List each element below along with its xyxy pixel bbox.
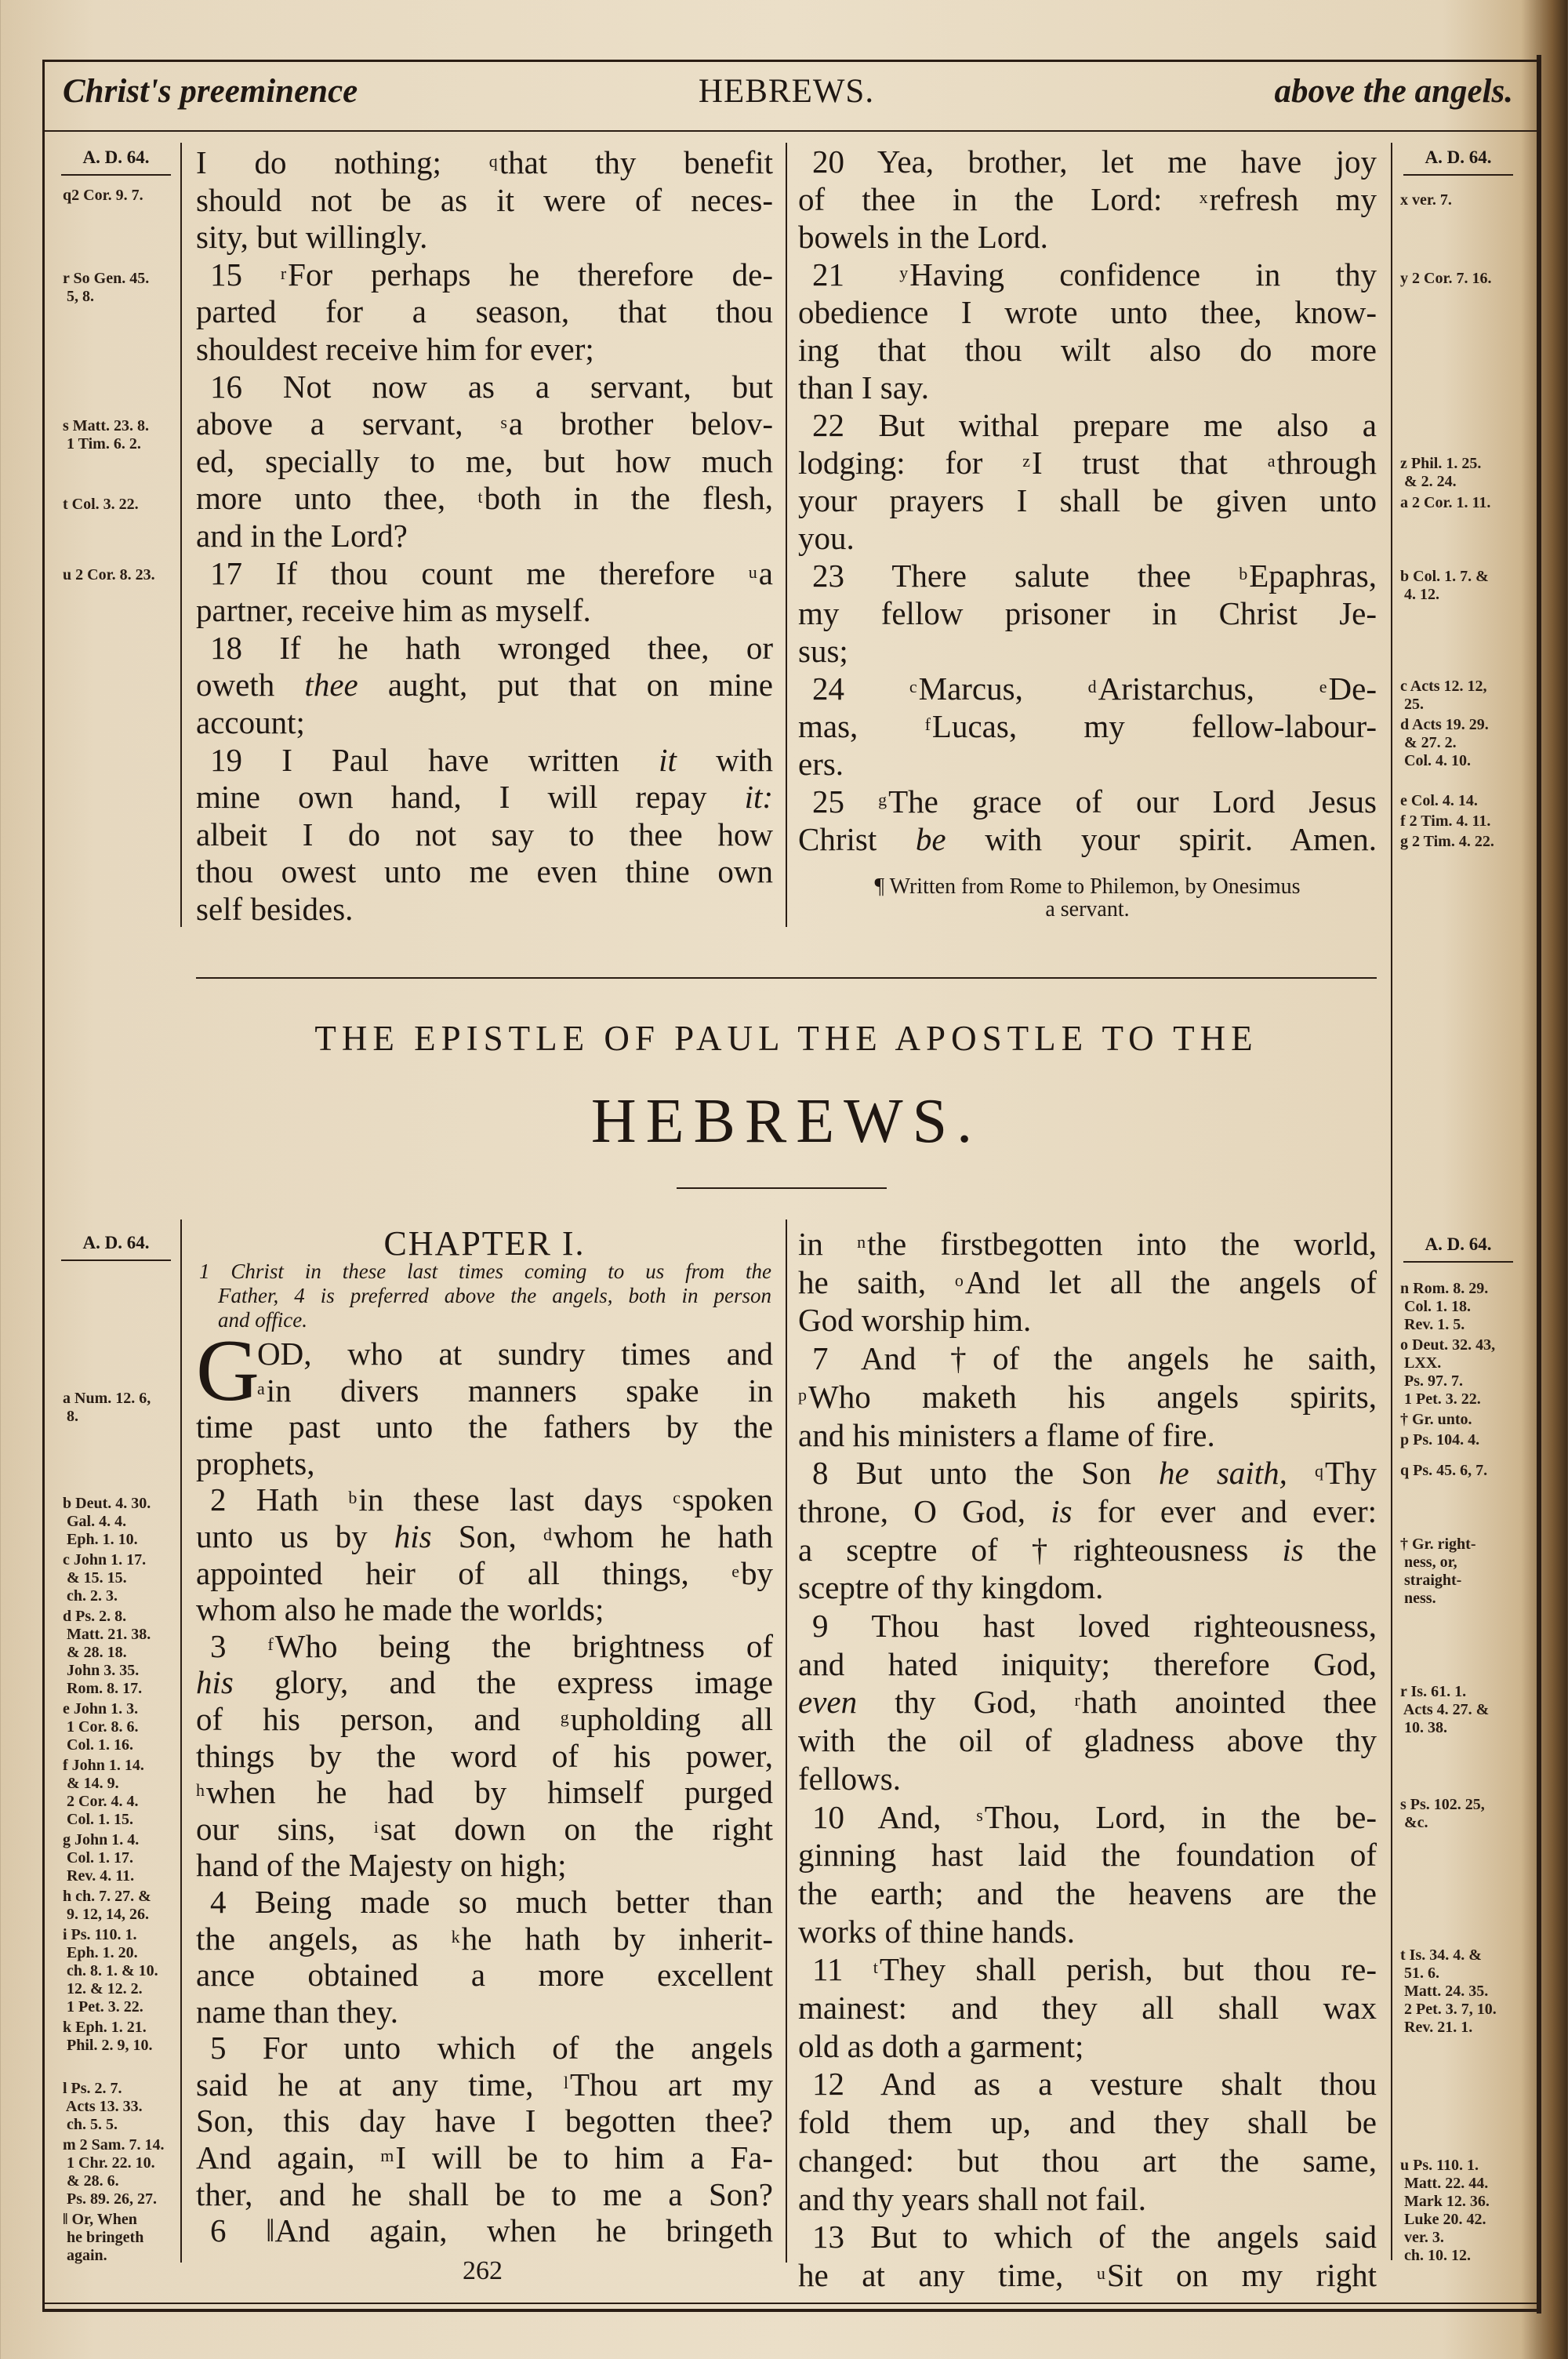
text-line: And again, $^m$I will be to him a Fa- (196, 2139, 773, 2176)
reference-marker: e (731, 1561, 739, 1581)
text-line: in $^n$the firstbegotten into the world, (798, 1226, 1377, 1262)
marginal-reference: o Deut. 32. 43, LXX. Ps. 97. 7. 1 Pet. 3. 22. (1400, 1336, 1496, 1408)
marginal-reference: z Phil. 1. 25. & 2. 24. (1400, 455, 1482, 490)
text-line: even thy God, $^r$hath anointed thee (798, 1684, 1377, 1721)
reference-marker: c (909, 677, 917, 696)
text-line: 12 And as a vesture shalt thou (812, 2066, 1377, 2103)
reference-marker: i (373, 1816, 379, 1837)
marginal-reference: † Gr. unto. (1400, 1411, 1472, 1428)
text-line: more unto thee, $^t$both in the flesh, (196, 480, 773, 517)
chapter-column-right (798, 1225, 1377, 2295)
marginal-reference: d Ps. 2. 8. Matt. 21. 38. & 28. 18. John 3. 35. Rom. 8. 17. (63, 1608, 151, 1697)
text-line: account; (196, 703, 305, 740)
marginal-reference: x ver. 7. (1400, 191, 1452, 209)
marginal-reference: k Eph. 1. 21. Phil. 2. 9, 10. (63, 2019, 153, 2054)
text-line: said he at any time, $^l$Thou art my (196, 2066, 773, 2103)
marginal-reference: ‖ Or, When he bringeth again. (63, 2211, 144, 2264)
text-line: 18 If he hath wronged thee, or (210, 629, 773, 666)
text-line: thou owest unto me even thine own (196, 853, 773, 890)
marginal-reference: n Rom. 8. 29. Col. 1. 18. Rev. 1. 5. (1400, 1280, 1489, 1333)
text-line: fold them up, and they shall be (798, 2104, 1377, 2141)
text-line: of thee in the Lord: $^x$refresh my (798, 181, 1377, 217)
text-line: my fellow prisoner in Christ Je- (798, 595, 1377, 631)
drop-cap: G (196, 1322, 260, 1419)
text-line: the earth; and the heavens are the (798, 1874, 1377, 1911)
text-line: old as doth a garment; (798, 2027, 1084, 2064)
reference-marker: n (857, 1232, 866, 1252)
text-line: sity, but willingly. (196, 219, 428, 256)
date-label: A. D. 64. (61, 1233, 171, 1261)
marginal-reference: † Gr. right- ness, or, straight- ness. (1400, 1536, 1476, 1607)
chapter-summary (199, 1259, 771, 1332)
summary-line: 1 Christ in these last times coming to us from the (199, 1259, 771, 1283)
marginal-reference: s Matt. 23. 8. 1 Tim. 6. 2. (63, 417, 149, 453)
text-line: ed, specially to me, but how much (196, 442, 773, 479)
reference-marker: a (1267, 451, 1276, 471)
reference-marker: e (1319, 677, 1327, 696)
text-line: 6 ‖And again, when he bringeth (210, 2212, 773, 2249)
text-line: he at any time, $^u$Sit on my right (798, 2256, 1377, 2293)
text-line: 13 But to which of the angels said (812, 2219, 1377, 2255)
italic-word: is (1282, 1531, 1304, 1568)
text-line: God worship him. (798, 1302, 1032, 1339)
text-line: bowels in the Lord. (798, 219, 1048, 255)
marginal-reference: p Ps. 104. 4. (1400, 1431, 1480, 1448)
text-line: ing that thou wilt also do more (798, 332, 1377, 368)
text-line: fellows. (798, 1760, 901, 1797)
page-border-left (42, 60, 45, 2310)
text-line: self besides. (196, 890, 354, 927)
text-line: $^h$when he had by himself purged (196, 1774, 773, 1811)
marginal-reference: r So Gen. 45. 5, 8. (63, 270, 150, 305)
text-line: and hated iniquity; therefore God, (798, 1645, 1377, 1682)
text-line: lodging: for $^z$I trust that $^a$through (798, 445, 1377, 481)
italic-word: thee (304, 667, 358, 703)
running-head-left: Christ's preeminence (63, 73, 358, 110)
text-line: 17 If thou count me therefore $^u$a (210, 554, 773, 591)
reference-marker: g (878, 790, 887, 809)
marginal-reference: c Acts 12. 12, 25. (1400, 678, 1487, 713)
reference-marker: d (1087, 677, 1097, 696)
text-line: 25 $^g$The grace of our Lord Jesus (812, 783, 1377, 820)
marginal-reference: g 2 Tim. 4. 22. (1400, 833, 1494, 850)
text-line: 15 $^r$For perhaps he therefore de- (210, 256, 773, 293)
reference-marker: s (976, 1805, 983, 1825)
running-head-right: above the angels. (1274, 73, 1513, 110)
text-line: 10 And, $^s$Thou, Lord, in the be- (812, 1798, 1377, 1835)
reference-marker: x (1199, 187, 1208, 207)
marginal-reference: m 2 Sam. 7. 14. 1 Chr. 22. 10. & 28. 6. Ps. 89. 26, 27. (63, 2136, 165, 2208)
marginal-reference: t Col. 3. 22. (63, 496, 139, 513)
text-line: above a servant, $^s$a brother belov- (196, 405, 773, 442)
text-line: his glory, and the express image (196, 1664, 773, 1701)
reference-marker: u (1096, 2263, 1105, 2283)
text-line: prophets, (196, 1445, 315, 1481)
marginal-reference: h ch. 7. 27. & 9. 12, 14, 26. (63, 1888, 151, 1923)
subscription-line: a servant. (1045, 897, 1130, 921)
text-line: unto us by his Son, $^d$whom he hath (196, 1518, 773, 1554)
text-line: oweth thee aught, put that on mine (196, 667, 773, 703)
text-line: $^p$Who maketh his angels spirits, (798, 1378, 1377, 1415)
marginal-reference: q Ps. 45. 6, 7. (1400, 1462, 1488, 1479)
marginal-reference: b Col. 1. 7. & 4. 12. (1400, 568, 1489, 603)
date-label: A. D. 64. (1403, 147, 1513, 176)
text-line: ance obtained a more excellent (196, 1957, 773, 1994)
marginal-reference: l Ps. 2. 7. Acts 13. 33. ch. 5. 5. (63, 2080, 143, 2133)
text-line: albeit I do not say to thee how (196, 816, 773, 852)
text-line: mainest: and they all shall wax (798, 1990, 1377, 2026)
reference-marker: a (257, 1378, 265, 1398)
reference-marker: t (873, 1957, 878, 1978)
reference-marker: o (954, 1270, 964, 1290)
text-line: 9 Thou hast loved righteousness, (812, 1608, 1377, 1645)
marginal-reference: d Acts 19. 29. & 27. 2. Col. 4. 10. (1400, 716, 1489, 769)
reference-marker: d (543, 1524, 552, 1544)
marginal-reference: r Is. 61. 1. Acts 4. 27. & 10. 38. (1400, 1683, 1490, 1736)
page-number: 262 (463, 2256, 503, 2285)
text-line: parted for a season, that thou (196, 293, 773, 330)
page-border-right (1537, 55, 1541, 2314)
italic-word: his (196, 1664, 234, 1701)
marginal-reference: q2 Cor. 9. 7. (63, 187, 143, 204)
running-head-center: HEBREWS. (698, 73, 875, 110)
text-line: Son, this day have I begotten thee? (196, 2103, 773, 2139)
text-line: you. (798, 520, 855, 556)
reference-marker: q (488, 151, 498, 171)
text-line: 7 And †of the angels he saith, (812, 1340, 1377, 1377)
date-label: A. D. 64. (1403, 1234, 1513, 1263)
reference-marker: b (348, 1488, 358, 1508)
text-line: whom also he made the worlds; (196, 1591, 604, 1628)
philemon-column-right (798, 143, 1377, 858)
text-line: our sins, $^i$sat down on the right (196, 1810, 773, 1847)
chapter-heading: CHAPTER I. (383, 1224, 586, 1263)
marginal-reference: b Deut. 4. 30. Gal. 4. 4. Eph. 1. 10. (63, 1495, 151, 1548)
marginal-reference: i Ps. 110. 1. Eph. 1. 20. ch. 8. 1. & 10. 12. & 12. 2. 1 Pet. 3. 22. (63, 1926, 158, 2016)
column-rule-2 (786, 1219, 787, 2263)
reference-marker: r (1074, 1690, 1080, 1710)
subscription (798, 875, 1377, 921)
text-line: Christ be with your spirit. Amen. (798, 821, 1377, 857)
reference-marker: m (380, 2146, 394, 2166)
section-divider (196, 977, 1377, 979)
text-line: 21 $^y$Having confidence in thy (812, 256, 1377, 293)
text-line: and thy years shall not fail. (798, 2180, 1147, 2217)
bottom-rule-thick (42, 2309, 1541, 2312)
text-line: 19 I Paul have written it with (210, 741, 773, 778)
reference-marker: f (267, 1634, 274, 1654)
text-line: sus; (798, 633, 848, 669)
text-line: things by the word of his power, (196, 1737, 773, 1774)
text-line: partner, receive him as myself. (196, 592, 591, 629)
text-line: mas, $^f$Lucas, my fellow-labour- (798, 708, 1377, 744)
marginal-reference: f John 1. 14. & 14. 9. 2 Cor. 4. 4. Col. 1. 15. (63, 1757, 144, 1828)
text-line: I do nothing; $^q$that thy benefit (196, 144, 773, 180)
marginal-reference: y 2 Cor. 7. 16. (1400, 270, 1492, 287)
italic-word: be (915, 821, 946, 857)
text-line: than I say. (798, 369, 929, 405)
reference-marker: t (477, 487, 483, 507)
text-line: a sceptre of †righteousness is the (798, 1531, 1377, 1568)
reference-marker: z (1022, 451, 1031, 471)
italic-word: it: (744, 779, 773, 816)
italic-word: is (1051, 1492, 1073, 1529)
text-line: name than they. (196, 1993, 399, 2030)
marginal-reference: u 2 Cor. 8. 23. (63, 566, 155, 583)
text-line: time past unto the fathers by the (196, 1408, 773, 1445)
text-line: should not be as it were of neces- (196, 181, 773, 218)
text-line: 4 Being made so much better than (210, 1883, 773, 1920)
subscription-line: ¶ Written from Rome to Philemon, by Onesimus (874, 874, 1301, 899)
text-line: ther, and he shall be to me a Son? (196, 2175, 773, 2212)
text-line: changed: but thou art the same, (798, 2142, 1377, 2179)
text-line: 8 But unto the Son he saith, $^q$Thy (812, 1455, 1377, 1492)
italic-word: it (659, 741, 677, 778)
header-rule (42, 130, 1541, 132)
chapter-column-left (196, 1322, 773, 2249)
text-line: 2 Hath $^b$in these last days $^c$spoken (210, 1481, 773, 1518)
marginal-reference: a Num. 12. 6, 8. (63, 1390, 151, 1425)
text-line: with the oil of gladness above thy (798, 1722, 1377, 1759)
text-line: 20 Yea, brother, let me have joy (812, 144, 1377, 180)
text-line: 22 But withal prepare me also a (812, 407, 1377, 443)
reference-marker: f (924, 714, 931, 734)
summary-line: Father, 4 is preferred above the angels, both in person (218, 1284, 771, 1307)
right-margin-rule (1391, 143, 1392, 2260)
reference-marker: l (563, 2072, 568, 2092)
marginal-reference: s Ps. 102. 25, &c. (1400, 1796, 1485, 1831)
text-line: sceptre of thy kingdom. (798, 1569, 1104, 1606)
italic-word: he saith, (1159, 1455, 1287, 1492)
marginal-reference: c John 1. 17. & 15. 15. ch. 2. 3. (63, 1551, 147, 1605)
marginal-reference: g John 1. 4. Col. 1. 17. Rev. 4. 11. (63, 1831, 140, 1885)
reference-marker: h (196, 1780, 205, 1801)
reference-marker: q (1314, 1461, 1323, 1481)
reference-marker: y (899, 263, 909, 282)
text-line: 5 For unto which of the angels (210, 2030, 773, 2066)
text-line: 11 $^t$They shall perish, but thou re- (812, 1951, 1377, 1988)
text-line: $^a$in divers manners spake in (257, 1372, 773, 1408)
text-line: the angels, as $^k$he hath by inherit- (196, 1920, 773, 1957)
epistle-title: THE EPISTLE OF PAUL THE APOSTLE TO THE (314, 1019, 1258, 1058)
text-line: appointed heir of all things, $^e$by (196, 1554, 773, 1591)
marginal-reference: e John 1. 3. 1 Cor. 8. 6. Col. 1. 16. (63, 1700, 139, 1754)
text-line: 16 Not now as a servant, but (210, 368, 773, 405)
reference-marker: s (500, 413, 507, 433)
reference-marker: b (1239, 564, 1248, 583)
text-line: your prayers I shall be given unto (798, 482, 1377, 518)
title-rule (677, 1187, 887, 1189)
reference-marker: g (560, 1707, 569, 1727)
page-border-top (42, 60, 1541, 62)
marginal-reference: e Col. 4. 14. (1400, 792, 1478, 809)
text-line: 24 $^c$Marcus, $^d$Aristarchus, $^e$De- (812, 671, 1377, 707)
left-margin-rule-2 (180, 1219, 182, 2263)
text-line: and in the Lord? (196, 517, 408, 554)
text-line: ginning hast laid the foundation of (798, 1837, 1377, 1874)
italic-word: his (394, 1518, 432, 1554)
date-label: A. D. 64. (61, 147, 171, 176)
text-line: OD, who at sundry times and (257, 1336, 773, 1372)
philemon-column-left (196, 144, 773, 928)
marginal-reference: f 2 Tim. 4. 11. (1400, 812, 1491, 830)
left-margin-rule (180, 143, 182, 927)
text-line: he saith, $^o$And let all the angels of (798, 1263, 1377, 1300)
reference-marker: k (451, 1926, 460, 1946)
text-line: mine own hand, I will repay it: (196, 779, 773, 816)
text-line: throne, O God, is for ever and ever: (798, 1492, 1377, 1529)
marginal-reference: t Is. 34. 4. & 51. 6. Matt. 24. 35. 2 Pet. 3. 7, 10. Rev. 21. 1. (1400, 1946, 1497, 2036)
text-line: hand of the Majesty on high; (196, 1847, 567, 1884)
summary-line: and office. (218, 1308, 307, 1332)
text-line: shouldest receive him for ever; (196, 330, 594, 367)
book-title: HEBREWS. (590, 1087, 982, 1156)
reference-marker: r (280, 263, 287, 283)
reference-marker: p (798, 1384, 807, 1405)
reference-marker: u (748, 562, 757, 582)
text-line: ers. (798, 746, 844, 782)
text-line: and his ministers a flame of fire. (798, 1416, 1215, 1453)
text-line: of his person, and $^g$upholding all (196, 1700, 773, 1737)
text-line: obedience I wrote unto thee, know- (798, 294, 1377, 330)
italic-word: even (798, 1684, 858, 1721)
text-line: 23 There salute thee $^b$Epaphras, (812, 558, 1377, 594)
text-line: 3 $^f$Who being the brightness of (210, 1627, 773, 1664)
column-rule (786, 143, 787, 927)
reference-marker: c (673, 1488, 681, 1508)
marginal-reference: u Ps. 110. 1. Matt. 22. 44. Mark 12. 36. Luke 20. 42. ver. 3. ch. 10. 12. (1400, 2157, 1490, 2264)
bottom-rule (42, 2303, 1541, 2304)
text-line: works of thine hands. (798, 1913, 1076, 1950)
marginal-reference: a 2 Cor. 1. 11. (1400, 494, 1491, 511)
